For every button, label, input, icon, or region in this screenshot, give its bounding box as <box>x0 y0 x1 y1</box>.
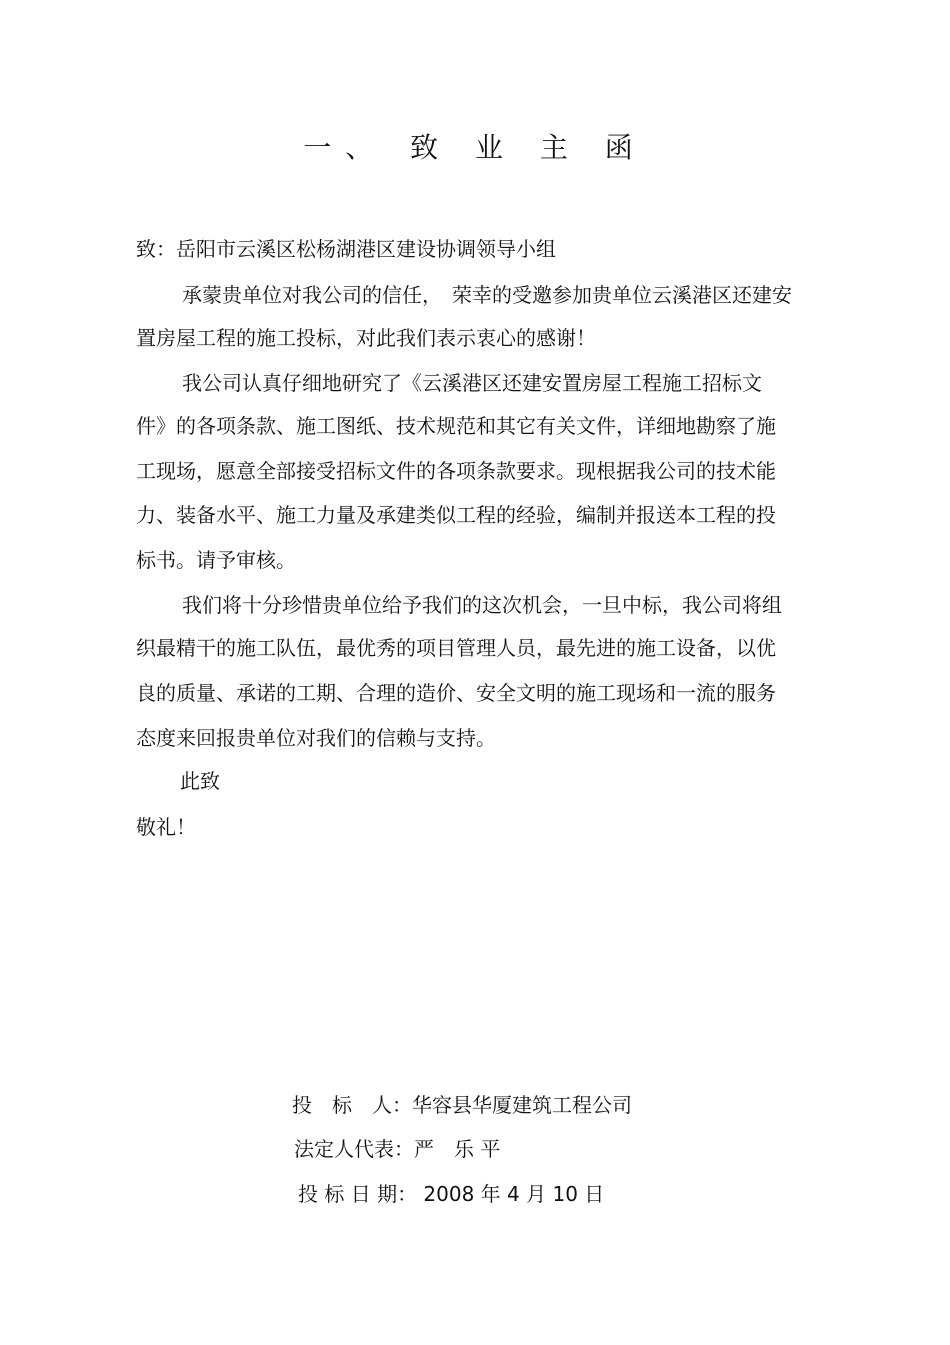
page-title: 一、 致 业 主 函 <box>303 131 647 164</box>
bid-date-line: 投 标 日 期： 2008 年 4 月 10 日 <box>298 1182 605 1206</box>
body-line: 态度来回报贵单位对我们的信赖与支持。 <box>136 726 496 750</box>
legal-rep-line: 法定人代表：严 乐 平 <box>294 1137 501 1161</box>
body-line: 力、装备水平、施工力量及承建类似工程的经验，编制并报送本工程的投 <box>136 503 776 527</box>
body-line: 置房屋工程的施工投标，对此我们表示衷心的感谢！ <box>136 326 596 350</box>
closing-regards: 敬礼！ <box>136 815 196 839</box>
body-line: 件》的各项条款、施工图纸、技术规范和其它有关文件，详细地勘察了施 <box>136 414 776 438</box>
body-line: 良的质量、承诺的工期、合理的造价、安全文明的施工现场和一流的服务 <box>136 681 776 705</box>
closing-salutation: 此致 <box>180 769 220 793</box>
bidder-line: 投 标 人：华容县华厦建筑工程公司 <box>292 1093 632 1117</box>
body-line: 我公司认真仔细地研究了《云溪港区还建安置房屋工程施工招标文 <box>182 371 762 395</box>
body-line: 承蒙贵单位对我公司的信任， 荣幸的受邀参加贵单位云溪港区还建安 <box>182 283 792 307</box>
body-line: 织最精干的施工队伍，最优秀的项目管理人员，最先进的施工设备，以优 <box>136 636 776 660</box>
body-line: 工现场，愿意全部接受招标文件的各项条款要求。现根据我公司的技术能 <box>136 459 776 483</box>
body-line: 标书。请予审核。 <box>136 548 296 572</box>
body-line: 我们将十分珍惜贵单位给予我们的这次机会，一旦中标，我公司将组 <box>182 593 782 617</box>
recipient-line: 致：岳阳市云溪区松杨湖港区建设协调领导小组 <box>136 237 556 261</box>
